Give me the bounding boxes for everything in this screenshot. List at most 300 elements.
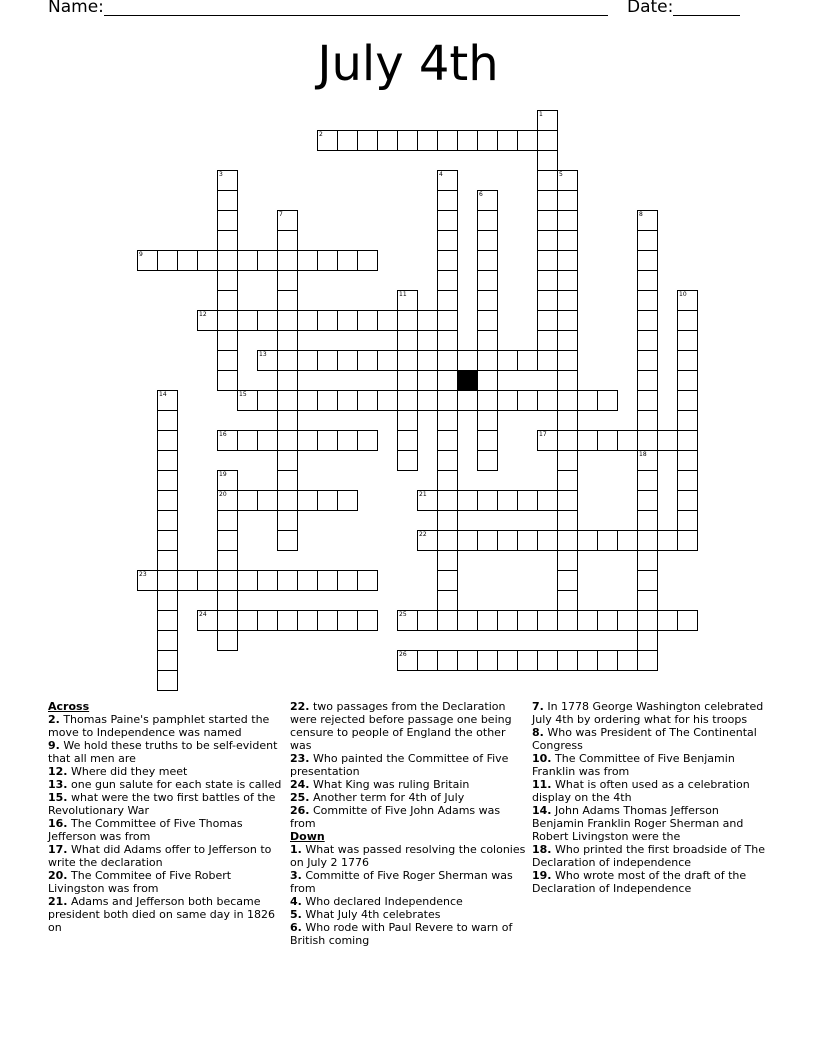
grid-cell[interactable]: [537, 110, 558, 131]
grid-cell[interactable]: [257, 250, 278, 271]
grid-cell[interactable]: [577, 610, 598, 631]
grid-cell[interactable]: [557, 550, 578, 571]
grid-cell[interactable]: [217, 270, 238, 291]
grid-cell[interactable]: [437, 330, 458, 351]
grid-cell[interactable]: [277, 510, 298, 531]
grid-cell[interactable]: [157, 670, 178, 691]
grid-cell[interactable]: [557, 650, 578, 671]
grid-cell[interactable]: [237, 610, 258, 631]
grid-cell[interactable]: [337, 350, 358, 371]
grid-cell[interactable]: [517, 610, 538, 631]
grid-cell[interactable]: [557, 250, 578, 271]
grid-cell[interactable]: [297, 390, 318, 411]
grid-cell[interactable]: [197, 610, 218, 631]
grid-cell[interactable]: [557, 470, 578, 491]
grid-cell[interactable]: [437, 490, 458, 511]
grid-cell[interactable]: [257, 350, 278, 371]
grid-cell[interactable]: [577, 650, 598, 671]
grid-cell[interactable]: [497, 490, 518, 511]
grid-cell[interactable]: [177, 570, 198, 591]
grid-cell[interactable]: [217, 290, 238, 311]
grid-cell[interactable]: [437, 190, 458, 211]
grid-cell[interactable]: [217, 350, 238, 371]
grid-cell[interactable]: [277, 250, 298, 271]
grid-cell[interactable]: [677, 330, 698, 351]
grid-cell[interactable]: [497, 350, 518, 371]
grid-cell[interactable]: [577, 390, 598, 411]
grid-cell[interactable]: [237, 390, 258, 411]
grid-cell[interactable]: [337, 310, 358, 331]
grid-cell[interactable]: [377, 390, 398, 411]
grid-cell[interactable]: [217, 550, 238, 571]
grid-cell[interactable]: [657, 610, 678, 631]
grid-cell[interactable]: [597, 610, 618, 631]
grid-cell[interactable]: [357, 570, 378, 591]
grid-cell[interactable]: [217, 250, 238, 271]
grid-cell[interactable]: [297, 490, 318, 511]
grid-cell[interactable]: [477, 290, 498, 311]
grid-cell[interactable]: [537, 190, 558, 211]
grid-cell[interactable]: [437, 210, 458, 231]
grid-cell[interactable]: [457, 530, 478, 551]
grid-cell[interactable]: [217, 590, 238, 611]
grid-cell[interactable]: [557, 590, 578, 611]
grid-cell[interactable]: [157, 550, 178, 571]
grid-cell[interactable]: [637, 470, 658, 491]
grid-cell[interactable]: [637, 490, 658, 511]
grid-cell[interactable]: [657, 530, 678, 551]
grid-cell[interactable]: [457, 610, 478, 631]
grid-cell[interactable]: [557, 610, 578, 631]
grid-cell[interactable]: [537, 350, 558, 371]
grid-cell[interactable]: [557, 410, 578, 431]
grid-cell[interactable]: [257, 610, 278, 631]
grid-cell[interactable]: [477, 430, 498, 451]
grid-cell[interactable]: [497, 530, 518, 551]
grid-cell[interactable]: [437, 610, 458, 631]
grid-cell[interactable]: [257, 310, 278, 331]
grid-cell[interactable]: [397, 350, 418, 371]
grid-cell[interactable]: [157, 430, 178, 451]
grid-cell[interactable]: [637, 450, 658, 471]
grid-cell[interactable]: [557, 170, 578, 191]
grid-cell[interactable]: [277, 410, 298, 431]
grid-cell[interactable]: [417, 130, 438, 151]
grid-cell[interactable]: [637, 310, 658, 331]
grid-cell[interactable]: [277, 310, 298, 331]
grid-cell[interactable]: [317, 390, 338, 411]
grid-cell[interactable]: [157, 470, 178, 491]
grid-cell[interactable]: [537, 530, 558, 551]
grid-cell[interactable]: [677, 310, 698, 331]
grid-cell[interactable]: [277, 470, 298, 491]
grid-cell[interactable]: [637, 250, 658, 271]
grid-cell[interactable]: [457, 350, 478, 371]
grid-cell[interactable]: [317, 610, 338, 631]
grid-cell[interactable]: [557, 510, 578, 531]
grid-cell[interactable]: [157, 450, 178, 471]
grid-cell[interactable]: [417, 530, 438, 551]
grid-cell[interactable]: [397, 450, 418, 471]
grid-cell[interactable]: [217, 530, 238, 551]
grid-cell[interactable]: [477, 230, 498, 251]
grid-cell[interactable]: [637, 370, 658, 391]
grid-cell[interactable]: [557, 390, 578, 411]
grid-cell[interactable]: [277, 490, 298, 511]
grid-cell[interactable]: [637, 610, 658, 631]
grid-cell[interactable]: [137, 250, 158, 271]
grid-cell[interactable]: [557, 210, 578, 231]
grid-cell[interactable]: [157, 590, 178, 611]
grid-cell[interactable]: [657, 430, 678, 451]
grid-cell[interactable]: [357, 430, 378, 451]
grid-cell[interactable]: [237, 490, 258, 511]
grid-cell[interactable]: [557, 350, 578, 371]
grid-cell[interactable]: [337, 390, 358, 411]
grid-cell[interactable]: [397, 310, 418, 331]
grid-cell[interactable]: [437, 550, 458, 571]
grid-cell[interactable]: [217, 170, 238, 191]
grid-cell[interactable]: [677, 350, 698, 371]
grid-cell[interactable]: [397, 430, 418, 451]
grid-cell[interactable]: [397, 130, 418, 151]
grid-cell[interactable]: [557, 370, 578, 391]
grid-cell[interactable]: [217, 330, 238, 351]
grid-cell[interactable]: [277, 270, 298, 291]
grid-cell[interactable]: [317, 490, 338, 511]
grid-cell[interactable]: [677, 490, 698, 511]
grid-cell[interactable]: [357, 310, 378, 331]
grid-cell[interactable]: [157, 570, 178, 591]
grid-cell[interactable]: [637, 530, 658, 551]
grid-cell[interactable]: [637, 230, 658, 251]
grid-cell[interactable]: [437, 370, 458, 391]
grid-cell[interactable]: [557, 310, 578, 331]
grid-cell[interactable]: [457, 130, 478, 151]
grid-cell[interactable]: [157, 510, 178, 531]
grid-cell[interactable]: [177, 250, 198, 271]
grid-cell[interactable]: [277, 390, 298, 411]
grid-cell[interactable]: [157, 250, 178, 271]
grid-cell[interactable]: [677, 370, 698, 391]
grid-cell[interactable]: [597, 530, 618, 551]
grid-cell[interactable]: [357, 130, 378, 151]
grid-cell[interactable]: [637, 590, 658, 611]
grid-cell[interactable]: [297, 610, 318, 631]
grid-cell[interactable]: [617, 610, 638, 631]
grid-cell[interactable]: [237, 250, 258, 271]
grid-cell[interactable]: [597, 430, 618, 451]
grid-cell[interactable]: [557, 290, 578, 311]
grid-cell[interactable]: [537, 290, 558, 311]
grid-cell[interactable]: [157, 490, 178, 511]
grid-cell[interactable]: [317, 130, 338, 151]
grid-cell[interactable]: [297, 350, 318, 371]
grid-cell[interactable]: [157, 410, 178, 431]
grid-cell[interactable]: [437, 570, 458, 591]
grid-cell[interactable]: [477, 650, 498, 671]
grid-cell[interactable]: [497, 610, 518, 631]
grid-cell[interactable]: [617, 430, 638, 451]
grid-cell[interactable]: [597, 650, 618, 671]
grid-cell[interactable]: [477, 210, 498, 231]
grid-cell[interactable]: [517, 390, 538, 411]
grid-cell[interactable]: [517, 650, 538, 671]
grid-cell[interactable]: [217, 430, 238, 451]
grid-cell[interactable]: [237, 430, 258, 451]
grid-cell[interactable]: [477, 130, 498, 151]
grid-cell[interactable]: [277, 570, 298, 591]
grid-cell[interactable]: [637, 390, 658, 411]
grid-cell[interactable]: [137, 570, 158, 591]
grid-cell[interactable]: [217, 210, 238, 231]
grid-cell[interactable]: [217, 370, 238, 391]
grid-cell[interactable]: [477, 190, 498, 211]
grid-cell[interactable]: [557, 190, 578, 211]
grid-cell[interactable]: [557, 530, 578, 551]
grid-cell[interactable]: [437, 310, 458, 331]
grid-cell[interactable]: [537, 230, 558, 251]
grid-cell[interactable]: [417, 610, 438, 631]
grid-cell[interactable]: [397, 290, 418, 311]
grid-cell[interactable]: [157, 390, 178, 411]
grid-cell[interactable]: [597, 390, 618, 411]
grid-cell[interactable]: [337, 490, 358, 511]
grid-cell[interactable]: [437, 450, 458, 471]
grid-cell[interactable]: [677, 410, 698, 431]
grid-cell[interactable]: [537, 250, 558, 271]
grid-cell[interactable]: [477, 370, 498, 391]
grid-cell[interactable]: [637, 290, 658, 311]
grid-cell[interactable]: [457, 390, 478, 411]
grid-cell[interactable]: [197, 250, 218, 271]
grid-cell[interactable]: [377, 350, 398, 371]
grid-cell[interactable]: [217, 470, 238, 491]
grid-cell[interactable]: [537, 430, 558, 451]
grid-cell[interactable]: [217, 510, 238, 531]
grid-cell[interactable]: [477, 270, 498, 291]
grid-cell[interactable]: [397, 370, 418, 391]
grid-cell[interactable]: [677, 510, 698, 531]
grid-cell[interactable]: [537, 210, 558, 231]
grid-cell[interactable]: [297, 570, 318, 591]
grid-cell[interactable]: [437, 130, 458, 151]
grid-cell[interactable]: [637, 550, 658, 571]
grid-cell[interactable]: [437, 470, 458, 491]
grid-cell[interactable]: [217, 570, 238, 591]
grid-cell[interactable]: [517, 350, 538, 371]
grid-cell[interactable]: [497, 130, 518, 151]
grid-cell[interactable]: [517, 530, 538, 551]
grid-cell[interactable]: [557, 570, 578, 591]
grid-cell[interactable]: [517, 490, 538, 511]
grid-cell[interactable]: [297, 430, 318, 451]
grid-cell[interactable]: [257, 390, 278, 411]
grid-cell[interactable]: [217, 230, 238, 251]
grid-cell[interactable]: [377, 310, 398, 331]
grid-cell[interactable]: [437, 410, 458, 431]
grid-cell[interactable]: [397, 330, 418, 351]
grid-cell[interactable]: [357, 350, 378, 371]
grid-cell[interactable]: [277, 290, 298, 311]
grid-cell[interactable]: [437, 650, 458, 671]
grid-cell[interactable]: [357, 250, 378, 271]
grid-cell[interactable]: [477, 530, 498, 551]
grid-cell[interactable]: [537, 610, 558, 631]
grid-cell[interactable]: [677, 610, 698, 631]
grid-cell[interactable]: [217, 630, 238, 651]
grid-cell[interactable]: [437, 170, 458, 191]
grid-cell[interactable]: [237, 310, 258, 331]
grid-cell[interactable]: [277, 610, 298, 631]
grid-cell[interactable]: [477, 450, 498, 471]
grid-cell[interactable]: [537, 650, 558, 671]
grid-cell[interactable]: [257, 430, 278, 451]
grid-cell[interactable]: [437, 290, 458, 311]
grid-cell[interactable]: [557, 490, 578, 511]
grid-cell[interactable]: [217, 610, 238, 631]
grid-cell[interactable]: [577, 430, 598, 451]
grid-cell[interactable]: [437, 270, 458, 291]
grid-cell[interactable]: [317, 570, 338, 591]
grid-cell[interactable]: [557, 230, 578, 251]
grid-cell[interactable]: [557, 270, 578, 291]
grid-cell[interactable]: [677, 530, 698, 551]
grid-cell[interactable]: [277, 530, 298, 551]
grid-cell[interactable]: [317, 250, 338, 271]
grid-cell[interactable]: [337, 250, 358, 271]
grid-cell[interactable]: [677, 390, 698, 411]
grid-cell[interactable]: [637, 510, 658, 531]
grid-cell[interactable]: [437, 430, 458, 451]
grid-cell[interactable]: [417, 310, 438, 331]
grid-cell[interactable]: [437, 390, 458, 411]
grid-cell[interactable]: [197, 310, 218, 331]
grid-cell[interactable]: [437, 250, 458, 271]
grid-cell[interactable]: [677, 430, 698, 451]
clue-text: Thomas Paine's pamphlet started the move to Independence was named: [48, 713, 270, 739]
grid-cell[interactable]: [637, 270, 658, 291]
grid-cell[interactable]: [537, 310, 558, 331]
grid-cell[interactable]: [637, 350, 658, 371]
grid-cell[interactable]: [477, 490, 498, 511]
grid-cell[interactable]: [537, 330, 558, 351]
grid-cell[interactable]: [537, 130, 558, 151]
grid-cell[interactable]: [157, 610, 178, 631]
grid-cell[interactable]: [277, 430, 298, 451]
grid-cell[interactable]: [437, 230, 458, 251]
grid-cell[interactable]: [217, 490, 238, 511]
grid-cell[interactable]: [437, 510, 458, 531]
grid-cell[interactable]: [157, 530, 178, 551]
grid-cell[interactable]: [277, 350, 298, 371]
grid-cell[interactable]: [317, 430, 338, 451]
grid-cell[interactable]: [537, 270, 558, 291]
grid-cell[interactable]: [277, 370, 298, 391]
grid-cell[interactable]: [497, 650, 518, 671]
grid-cell[interactable]: [377, 130, 398, 151]
grid-cell[interactable]: [617, 650, 638, 671]
grid-cell[interactable]: [337, 130, 358, 151]
grid-cell[interactable]: [477, 350, 498, 371]
grid-cell[interactable]: [257, 570, 278, 591]
grid-cell[interactable]: [157, 650, 178, 671]
grid-cell[interactable]: [337, 610, 358, 631]
grid-cell[interactable]: [477, 410, 498, 431]
grid-cell[interactable]: [617, 530, 638, 551]
grid-cell[interactable]: [457, 650, 478, 671]
grid-cell[interactable]: [297, 250, 318, 271]
grid-cell[interactable]: [537, 170, 558, 191]
grid-cell[interactable]: [477, 310, 498, 331]
grid-cell[interactable]: [417, 390, 438, 411]
grid-cell[interactable]: [557, 450, 578, 471]
grid-cell[interactable]: [217, 190, 238, 211]
grid-cell[interactable]: [317, 350, 338, 371]
grid-cell[interactable]: [397, 610, 418, 631]
grid-cell[interactable]: [277, 210, 298, 231]
grid-cell[interactable]: [397, 410, 418, 431]
grid-cell[interactable]: [557, 330, 578, 351]
grid-cell[interactable]: [477, 330, 498, 351]
grid-cell[interactable]: [197, 570, 218, 591]
grid-cell[interactable]: [637, 430, 658, 451]
grid-cell[interactable]: [677, 450, 698, 471]
grid-cell[interactable]: [277, 230, 298, 251]
grid-cell[interactable]: [557, 430, 578, 451]
grid-cell[interactable]: [397, 650, 418, 671]
grid-cell[interactable]: [637, 210, 658, 231]
grid-cell[interactable]: [437, 590, 458, 611]
grid-cell[interactable]: [337, 430, 358, 451]
grid-cell[interactable]: [537, 490, 558, 511]
grid-cell[interactable]: [297, 310, 318, 331]
grid-cell[interactable]: [457, 490, 478, 511]
grid-cell[interactable]: [637, 630, 658, 651]
grid-cell[interactable]: [437, 530, 458, 551]
grid-cell[interactable]: [497, 390, 518, 411]
grid-cell[interactable]: [537, 390, 558, 411]
grid-cell[interactable]: [637, 330, 658, 351]
grid-cell[interactable]: [577, 530, 598, 551]
grid-cell[interactable]: [637, 410, 658, 431]
grid-cell[interactable]: [237, 570, 258, 591]
grid-cell[interactable]: [677, 290, 698, 311]
grid-cell[interactable]: [357, 610, 378, 631]
grid-cell[interactable]: [637, 650, 658, 671]
grid-cell[interactable]: [277, 330, 298, 351]
grid-cell[interactable]: [477, 250, 498, 271]
grid-cell[interactable]: [437, 350, 458, 371]
grid-cell[interactable]: [477, 390, 498, 411]
grid-cell[interactable]: [517, 130, 538, 151]
grid-cell[interactable]: [477, 610, 498, 631]
grid-cell[interactable]: [637, 570, 658, 591]
grid-cell[interactable]: [397, 390, 418, 411]
grid-cell[interactable]: [417, 650, 438, 671]
grid-cell[interactable]: [417, 350, 438, 371]
grid-cell[interactable]: [317, 310, 338, 331]
grid-cell[interactable]: [277, 450, 298, 471]
grid-cell[interactable]: [417, 490, 438, 511]
grid-cell[interactable]: [257, 490, 278, 511]
grid-cell[interactable]: [217, 310, 238, 331]
grid-cell[interactable]: [157, 630, 178, 651]
grid-cell[interactable]: [337, 570, 358, 591]
grid-cell[interactable]: [537, 150, 558, 171]
grid-cell[interactable]: [677, 470, 698, 491]
grid-cell[interactable]: [357, 390, 378, 411]
